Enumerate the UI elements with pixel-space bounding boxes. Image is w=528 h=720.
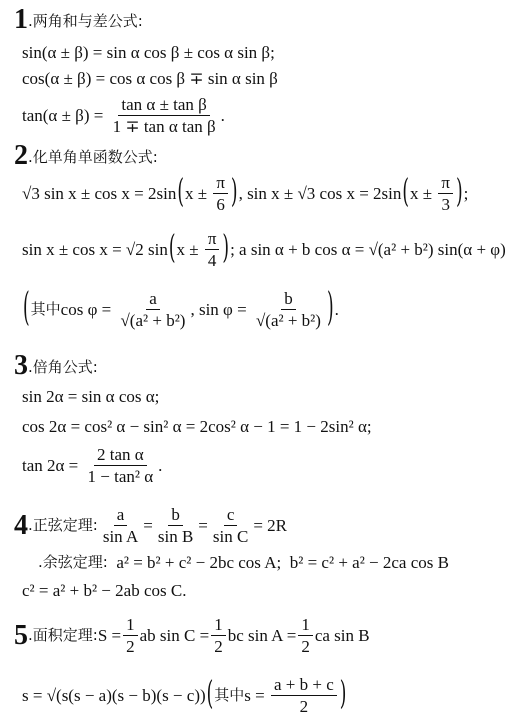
- fraction: $\frac{\text{tan α ± tan β}}{\text{1 ∓ tan α tan β}}$: [112, 95, 216, 136]
- fraction: $\frac{a + b + c}{2}$: [271, 676, 337, 715]
- fraction: $\frac{1}{2}$: [298, 616, 313, 655]
- formula-tan-sum: tan(α ± β) = $\frac{\text{tan α ± tan β}}{\text{1 ∓ tan α tan β}}$ .: [22, 95, 225, 136]
- fraction: $\frac{\pi}{3}$: [438, 174, 453, 213]
- fraction: $\frac{\text{2 tan α}}{\text{1 − tan² α}}$: [87, 445, 154, 486]
- fraction: $\frac{b}{\text{√(a² + b²)}}$: [255, 289, 321, 330]
- fraction: $\frac{1}{2}$: [211, 616, 226, 655]
- section-heading-1: 1.两角和与差公式:: [14, 4, 143, 35]
- fraction: $\frac{b}{\text{sin B}}$: [157, 505, 194, 546]
- formula-sin-double: sin 2α = sin α cos α;: [22, 387, 160, 406]
- section-heading-4: 4 .正弦定理: $\frac{a}{\text{sin A}}$ = $\frac{b}{\text{sin B}}$ = $\frac{c}{\text{sin C}}$ = 2R: [14, 505, 288, 546]
- fraction: $\frac{a}{\text{√(a² + b²)}}$: [120, 289, 186, 330]
- fraction: $\frac{a}{\text{sin A}}$: [102, 505, 139, 546]
- section-heading-5: 5 .面积定理: S = $\frac{1}{2}$ ab sin C = $\frac{1}{2}$ bc sin A = $\frac{1}{2}$ ca sin B: [14, 615, 370, 656]
- section-heading-3: 3.倍角公式:: [14, 350, 98, 381]
- fraction: $\frac{\pi}{6}$: [213, 174, 228, 213]
- fraction: $\frac{1}{2}$: [123, 616, 138, 655]
- formula-aux-angle-2: sin x ± cos x = √2 sin ( x ± $\frac{\pi}{4}$ ) ; a sin α + b cos α = √(a² + b²) sin(α + φ): [22, 229, 506, 270]
- formula-cos-double: cos 2α = cos² α − sin² α = 2cos² α − 1 = 1 − 2sin² α;: [22, 417, 372, 436]
- formula-tan-double: tan 2α = $\frac{\text{2 tan α}}{\text{1 − tan² α}}$ .: [22, 445, 163, 486]
- formula-heron: s = √(s(s − a)(s − b)(s − c)) ( 其中 s = $\frac{a + b + c}{2}$ ): [22, 675, 347, 716]
- formula-aux-angle-note: ( 其中 cos φ = $\frac{a}{\text{√(a² + b²)}}$ , sin φ = $\frac{b}{\text{√(a² + b²)}}$ ) .: [23, 285, 339, 332]
- formula-cosine-law-c: c² = a² + b² − 2ab cos C.: [22, 581, 187, 600]
- formula-cos-sum: cos(α ± β) = cos α cos β ∓ sin α sin β: [22, 69, 278, 88]
- section-heading-2: 2.化单角单函数公式:: [14, 140, 158, 171]
- formula-sin-sum: sin(α ± β) = sin α cos β ± cos α sin β;: [22, 43, 275, 62]
- formula-aux-angle-1: √3 sin x ± cos x = 2sin ( x ± $\frac{\pi}{6}$ ) , sin x ± √3 cos x = 2sin ( x ± $\frac{\pi}{3}$ ) ;: [22, 173, 469, 214]
- fraction: $\frac{c}{\text{sin C}}$: [212, 505, 249, 546]
- formula-cosine-law: .余弦定理: a² = b² + c² − 2bc cos A; b² = c² + a² − 2ca cos B: [38, 553, 449, 572]
- fraction: $\frac{\pi}{4}$: [205, 230, 220, 269]
